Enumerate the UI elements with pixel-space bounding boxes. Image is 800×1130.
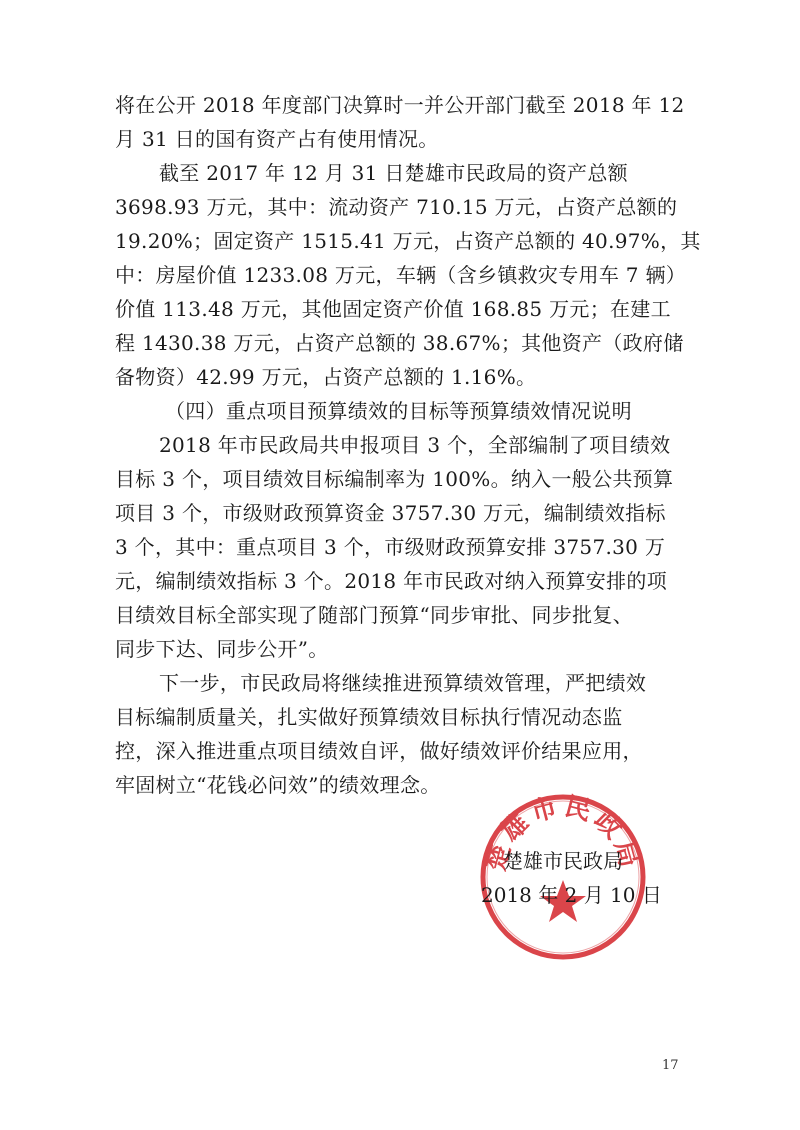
text-line: 目绩效目标全部实现了随部门预算“同步审批、同步批复、 — [115, 603, 634, 627]
text-line: 截至 2017 年 12 月 31 日楚雄市民政局的资产总额 — [159, 161, 628, 185]
text-line: 目标编制质量关，扎实做好预算绩效目标执行情况动态监 — [115, 705, 623, 729]
text-line: 中：房屋价值 1233.08 万元，车辆（含乡镇救灾专用车 7 辆） — [115, 263, 687, 287]
page-number: 17 — [662, 1058, 679, 1073]
text-line: 牢固树立“花钱必问效”的绩效理念。 — [115, 773, 441, 797]
body-text — [115, 88, 701, 802]
svg-text:楚雄市民政局: 楚雄市民政局 — [480, 792, 646, 875]
text-line: 将在公开 2018 年度部门决算时一并公开部门截至 2018 年 12 — [115, 93, 685, 117]
signature-organization: 楚雄市民政局 — [503, 849, 623, 873]
text-line: 项目 3 个，市级财政预算资金 3757.30 万元，编制绩效指标 — [115, 501, 666, 525]
text-line: 月 31 日的国有资产占有使用情况。 — [115, 127, 439, 151]
text-line: 控，深入推进重点项目绩效自评，做好绩效评价结果应用， — [115, 739, 643, 763]
text-line: 价值 113.48 万元，其他固定资产价值 168.85 万元；在建工 — [115, 297, 671, 321]
text-line: 程 1430.38 万元，占资产总额的 38.67%；其他资产（政府储 — [115, 331, 684, 355]
text-line: 同步下达、同步公开”。 — [115, 637, 329, 661]
text-line: 2018 年市民政局共申报项目 3 个，全部编制了项目绩效 — [159, 433, 671, 457]
text-line: 目标 3 个，项目绩效目标编制率为 100%。纳入一般公共预算 — [115, 467, 674, 491]
section-heading: （四）重点项目预算绩效的目标等预算绩效情况说明 — [165, 399, 632, 423]
text-line: 3698.93 万元，其中：流动资产 710.15 万元，占资产总额的 — [115, 195, 678, 219]
text-line: 备物资）42.99 万元，占资产总额的 1.16%。 — [115, 365, 537, 389]
text-line: 下一步，市民政局将继续推进预算绩效管理，严把绩效 — [159, 671, 647, 695]
signature-date: 2018 年 2 月 10 日 — [481, 883, 662, 907]
text-line: 元，编制绩效指标 3 个。2018 年市民政对纳入预算安排的项 — [115, 569, 667, 593]
text-line: 19.20%；固定资产 1515.41 万元，占资产总额的 40.97%，其 — [115, 229, 701, 253]
text-line: 3 个，其中：重点项目 3 个，市级财政预算安排 3757.30 万 — [115, 535, 666, 559]
